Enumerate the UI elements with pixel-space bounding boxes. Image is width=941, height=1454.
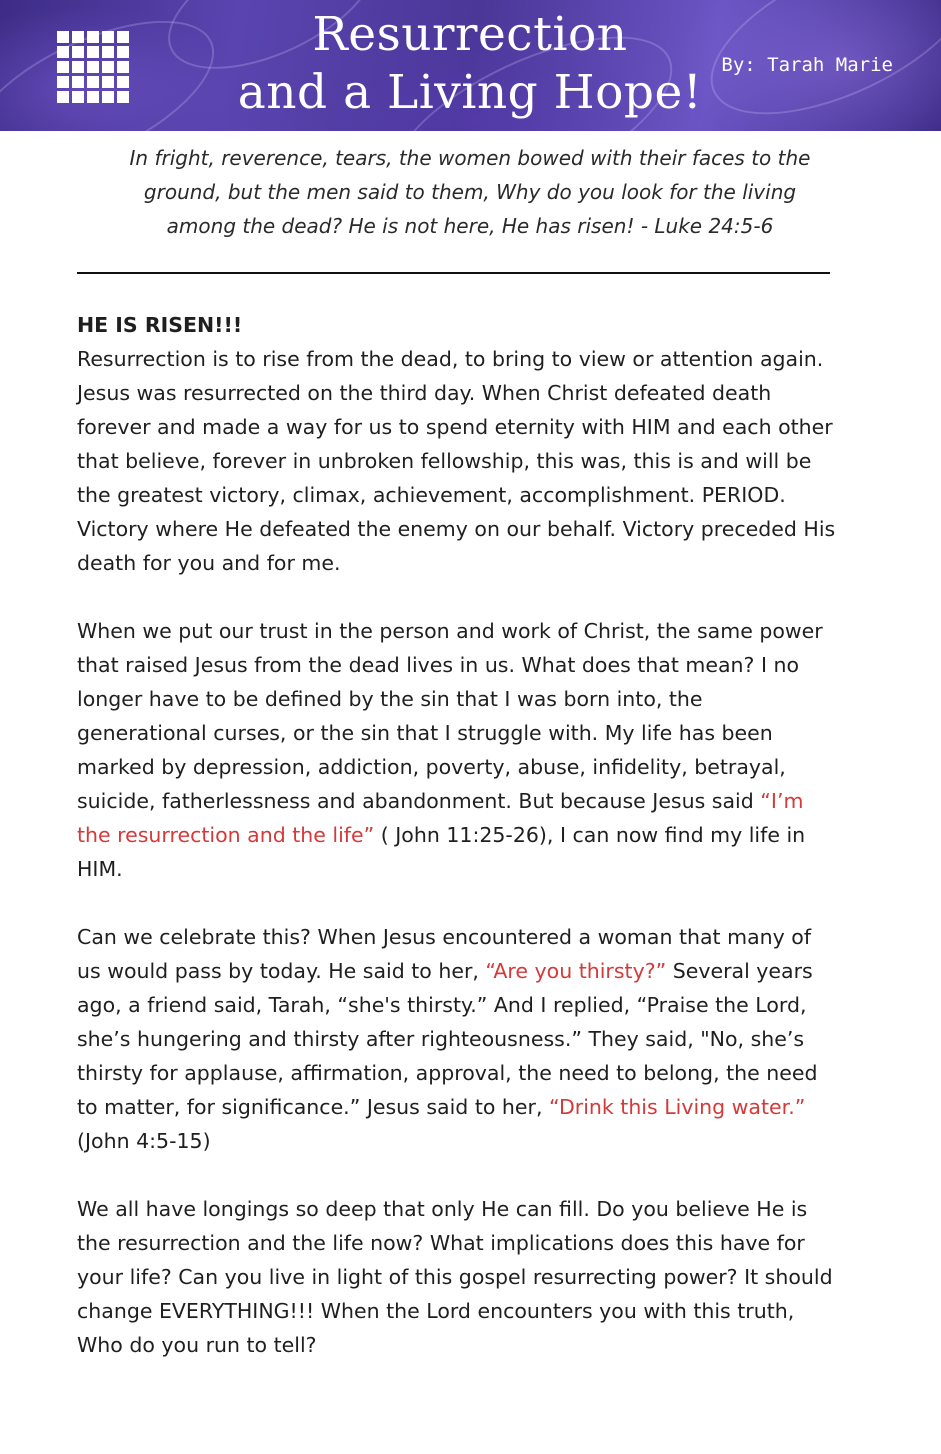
quote-line-3: among the dead? He is not here, He has risen! - Luke 24:5-6 [166, 214, 774, 238]
section-heading: HE IS RISEN!!! [77, 313, 243, 337]
quote-line-2: ground, but the men said to them, Why do you look for the living [143, 180, 797, 204]
paragraph-2 [77, 614, 837, 886]
highlight-quote: “I’m the resurrection and the life” [77, 789, 804, 847]
paragraph-3 [77, 920, 837, 1158]
grid-logo-icon [57, 31, 129, 103]
page-title [200, 6, 740, 122]
paragraph-2-text-b: ( John 11:25-26), I can now find my life in HIM. [77, 823, 806, 881]
divider [77, 272, 830, 274]
author-byline: By: Tarah Marie [721, 54, 893, 76]
paragraph-4: We all have longings so deep that only He can fill. Do you believe He is the resurrection and the life now? What implications does this have for your life? Can you live in light of this gospel resurrecting power? It should change EVERYTHING!!! When the Lord encounters you with this truth, Who do you run to tell? [77, 1197, 833, 1357]
highlight-quote: “Drink this Living water.” [549, 1095, 806, 1119]
paragraph-1-text: Resurrection is to rise from the dead, to bring to view or attention again. Jesus was resurrected on the third day. When Christ defeated death forever and made a way for us to spend eternity with HIM and each other that believe, forever in unbroken fellowship, this was, this is and will be the greatest victory, climax, achievement, accomplishment. PERIOD. Victory where He defeated the enemy on our behalf. Victory preceded His death for you and for me. [77, 347, 836, 575]
paragraph-2-text-a: When we put our trust in the person and work of Christ, the same power that raised Jesus from the dead lives in us. What does that mean? I no longer have to be defined by the sin that I was born into, the generational curses, or the sin that I struggle with. My life has been marked by depression, addiction, poverty, abuse, infidelity, betrayal, suicide, fatherlessness and abandonment. But because Jesus said [77, 619, 823, 813]
scripture-quote [110, 141, 830, 243]
paragraph-1 [77, 308, 837, 580]
article-body [77, 308, 837, 1396]
highlight-quote: “Are you thirsty?” [485, 959, 667, 983]
paragraph-3-text-a: Can we celebrate this? When Jesus encountered a woman that many of us would pass by today. He said to her, [77, 925, 812, 983]
title-line-1: Resurrection [312, 7, 628, 62]
paragraph-3-text-c: (John 4:5-15) [77, 1129, 211, 1153]
paragraph-3-text-b: Several years ago, a friend said, Tarah, “she's thirsty.” And I replied, “Praise the Lord, she’s hungering and thirsty after righteousness.” They said, "No, she’s thirsty for applause, affirmation, approval, the need to belong, the need to matter, for significance.” Jesus said to her, [77, 959, 818, 1119]
title-line-2: and a Living Hope! [237, 65, 703, 120]
header-banner [0, 0, 941, 131]
quote-line-1: In fright, reverence, tears, the women bowed with their faces to the [129, 146, 811, 170]
